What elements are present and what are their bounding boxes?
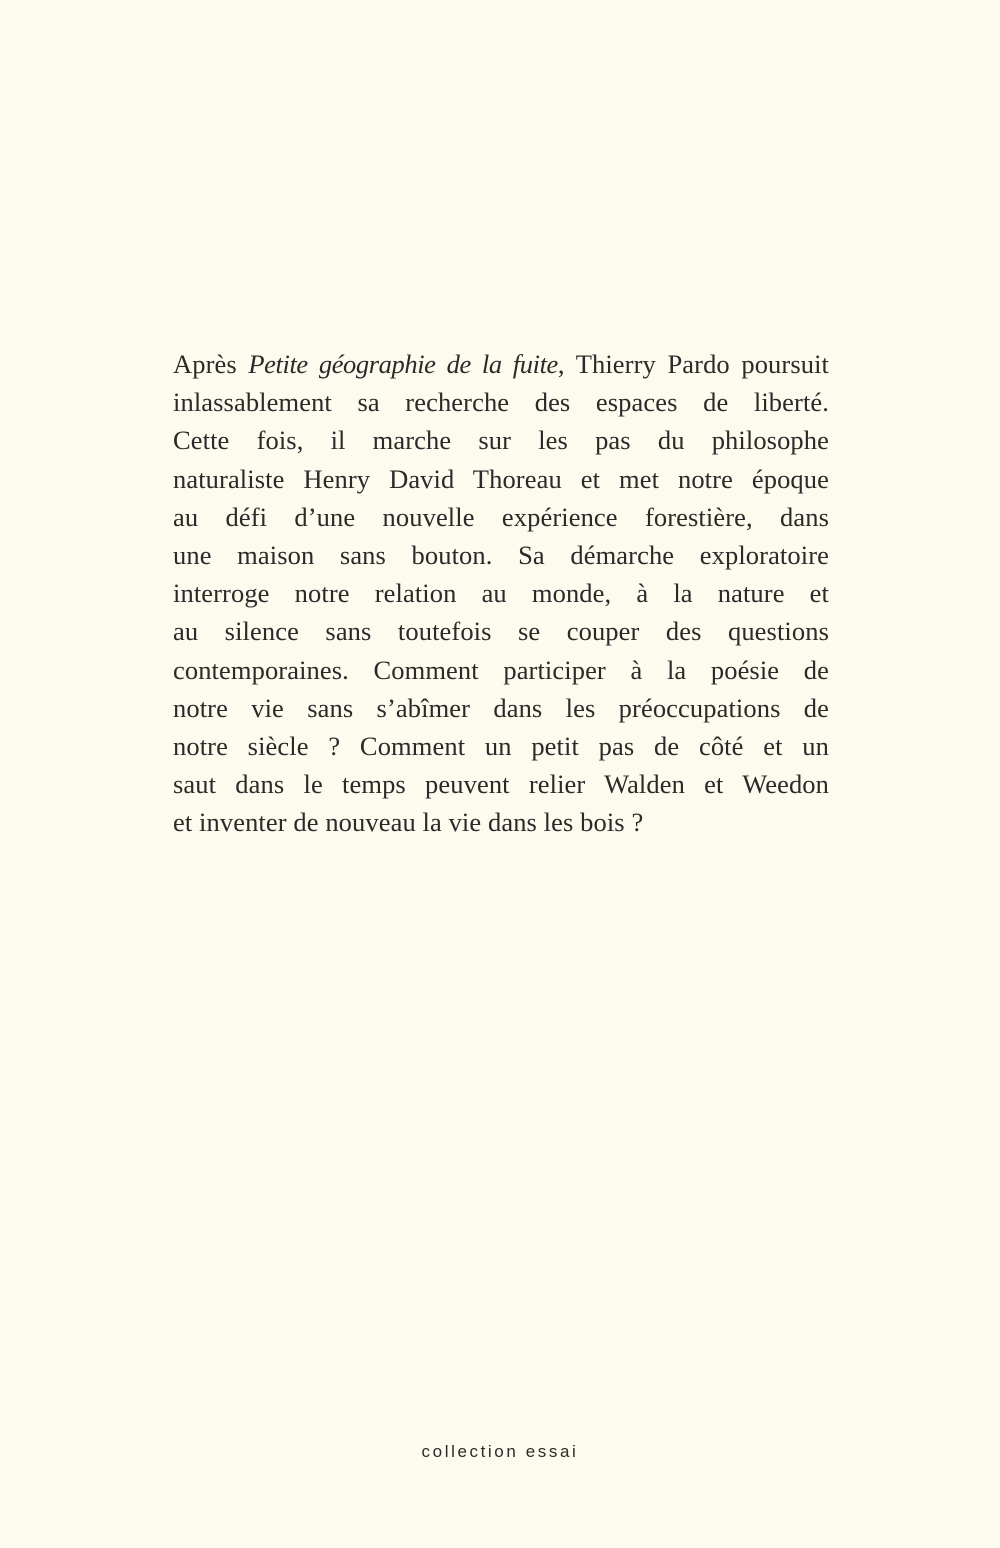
book-title-italic: Petite géographie de la fuite [248,349,558,379]
blurb-line-4: naturaliste Henry David Thoreau et met notre époque [173,463,829,494]
blurb-line-3: Cette fois, il marche sur les pas du philosophe [173,425,829,456]
blurb-line-2: inlassablement sa recherche des espaces de liberté. [173,387,829,418]
back-cover-blurb [173,345,829,842]
collection-label: collection essai [421,1442,579,1461]
blurb-line-7: interroge notre relation au monde, à la nature et [173,578,829,609]
blurb-line-13: et inventer de nouveau la vie dans les bois ? [173,807,644,838]
blurb-line-6: une maison sans bouton. Sa démarche exploratoire [173,540,829,571]
blurb-line-11: notre siècle ? Comment un petit pas de côté et un [173,731,829,762]
blurb-line-8: au silence sans toutefois se couper des questions [173,616,829,647]
blurb-intro-after: , Thierry Pardo poursuit [557,349,830,379]
blurb-line-12: saut dans le temps peuvent relier Walden et Weedon [173,769,829,800]
blurb-line-1 [173,345,829,383]
blurb-line-10: notre vie sans s’abîmer dans les préoccupations de [173,692,829,723]
blurb-line-5: au défi d’une nouvelle expérience forestière, dans [173,501,829,532]
blurb-intro-before: Après [173,349,249,379]
blurb-line-9: contemporaines. Comment participer à la poésie de [173,654,829,685]
